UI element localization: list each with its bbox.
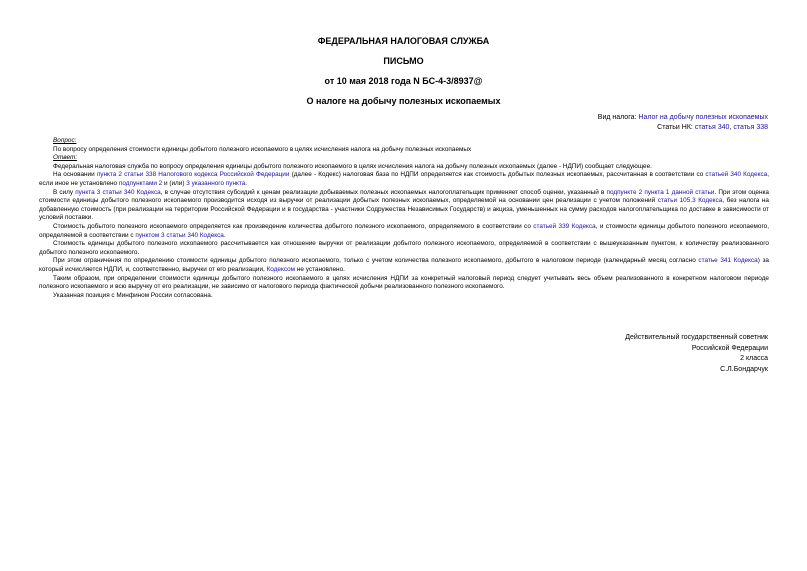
link-subparagraph-3[interactable]: 3 указанного пункта (186, 179, 246, 187)
tax-type-line (598, 113, 768, 122)
document-body (39, 137, 769, 300)
articles-label: Статьи НК: (657, 124, 693, 131)
link-code[interactable]: Кодексом (266, 265, 296, 273)
link-art-339[interactable]: статьей 339 Кодекса (533, 222, 596, 230)
paragraph-2: На основании пункта 2 статьи 338 Налогового кодекса Российской Федерации (далее - Кодекс) налоговая база по НДПИ определяется как стоимость добытых полезных ископаемых, рассчитанная в соответствии со статьей 340 Кодекса, если иное не установлено подпунктами 2 и (или) 3 указанного пункта. (39, 171, 769, 187)
document-type: ПИСЬМО (383, 56, 424, 66)
article-340-link[interactable]: статья 340 (694, 124, 730, 131)
signatory-name: С.Л.Бондарчук (720, 365, 768, 373)
paragraph-1: Федеральная налоговая служба по вопросу определения единицы добытого полезного ископаемого в целях исчисления налога на добычу полезных ископаемых (далее - НДПИ) сообщает следующее. (53, 162, 652, 170)
paragraph-3: В силу пункта 3 статьи 340 Кодекса, в случае отсутствия субсидий к ценам реализации добываемых полезных ископаемых налогоплательщик применяет способ оценки, указанный в подпункте 2 пункта 1 данной статьи. При этом оценка стоимости единицы добытого полезного ископаемого производится исходя из выручки от реализации добытых полезных ископаемых, определяемой на основании цен реализации с учетом положений статьи 105.3 Кодекса, без налога на добавленную стоимость (при реализации на территории Российской Федерации и в государства - участники Содружества Независимых Государств) и акциза, уменьшенных на сумму расходов налогоплательщика по доставке в зависимости от условий поставки. (39, 188, 769, 222)
paragraph-4: Стоимость добытого полезного ископаемого определяется как произведение количества добытого полезного ископаемого, определяемого в соответствии со статьей 339 Кодекса, и стоимости единицы добытого полезного ископаемого, определяемой в соответствии с пунктом 3 статьи 340 Кодекса. (39, 222, 769, 239)
paragraph-8: Указанная позиция с Минфином России согласована. (53, 291, 213, 299)
tax-code-articles-line (657, 123, 768, 132)
signature-block (625, 333, 768, 375)
link-art-105-3[interactable]: статьи 105.3 Кодекса (657, 197, 723, 205)
paragraph-7: Таким образом, при определении стоимости единицы добытого полезного ископаемого в целях исчисления НДПИ за конкретный налоговый период следует учитывать весь объем реализованного в конкретном налоговом периоде полезного ископаемого и всю выручку от его реализации, не зависимо от налогового периода фактической добычи реализованного полезного ископаемого. (39, 274, 769, 291)
document-subject: О налоге на добычу полезных ископаемых (306, 96, 501, 106)
paragraph-5: Стоимость единицы добытого полезного ископаемого рассчитывается как отношение выручки от реализации добытого полезного ископаемого, определяемой в соответствии с вышеуказанным пунктом, к количеству реализованного добытого полезного ископаемого. (39, 240, 769, 256)
answer-label: Ответ: (53, 154, 78, 162)
article-338-link[interactable]: статья 338 (733, 124, 768, 131)
link-art-340[interactable]: статьей 340 Кодекса (705, 171, 768, 179)
link-art-340-p3-2[interactable]: пунктом 3 статьи 340 Кодекса (135, 231, 224, 239)
agency-title: ФЕДЕРАЛЬНАЯ НАЛОГОВАЯ СЛУЖБА (317, 36, 490, 46)
tax-type-label: Вид налога: (597, 114, 637, 121)
link-subparagraphs-2[interactable]: подпунктами 2 (118, 179, 163, 187)
articles-separator: , (729, 124, 732, 131)
question-text: По вопросу определения стоимости единицы добытого полезного ископаемого в целях исчисления налога на добычу полезных ископаемых (53, 145, 472, 153)
tax-type-link[interactable]: Налог на добычу полезных ископаемых (638, 114, 768, 121)
signature-title-line-3: 2 класса (740, 355, 768, 362)
link-subparagraph-2-p1[interactable]: подпункте 2 пункта 1 данной статьи (606, 188, 715, 196)
paragraph-6: При этом ограничения по определению стоимости единицы добытого полезного ископаемого, только с учетом количества полезного ископаемого, добытого в налоговом периоде (календарный месяц согласно статье 341 Кодекса) за который исчисляется НДПИ, и, соответственно, выручки от его реализации, Кодексом не установлено. (39, 257, 769, 273)
signature-title-line-1: Действительный государственный советник (625, 334, 768, 341)
link-art-341[interactable]: статье 341 Кодекса (698, 257, 758, 265)
signature-title-line-2: Российской Федерации (691, 344, 768, 352)
link-art-340-p3[interactable]: пункта 3 статьи 340 Кодекса (75, 188, 161, 196)
question-label: Вопрос: (53, 137, 77, 144)
document-date-number: от 10 мая 2018 года N БС-4-3/8937@ (324, 76, 483, 86)
link-art-338-p2[interactable]: пункта 2 статьи 338 Налогового кодекса Российской Федерации (96, 171, 290, 179)
